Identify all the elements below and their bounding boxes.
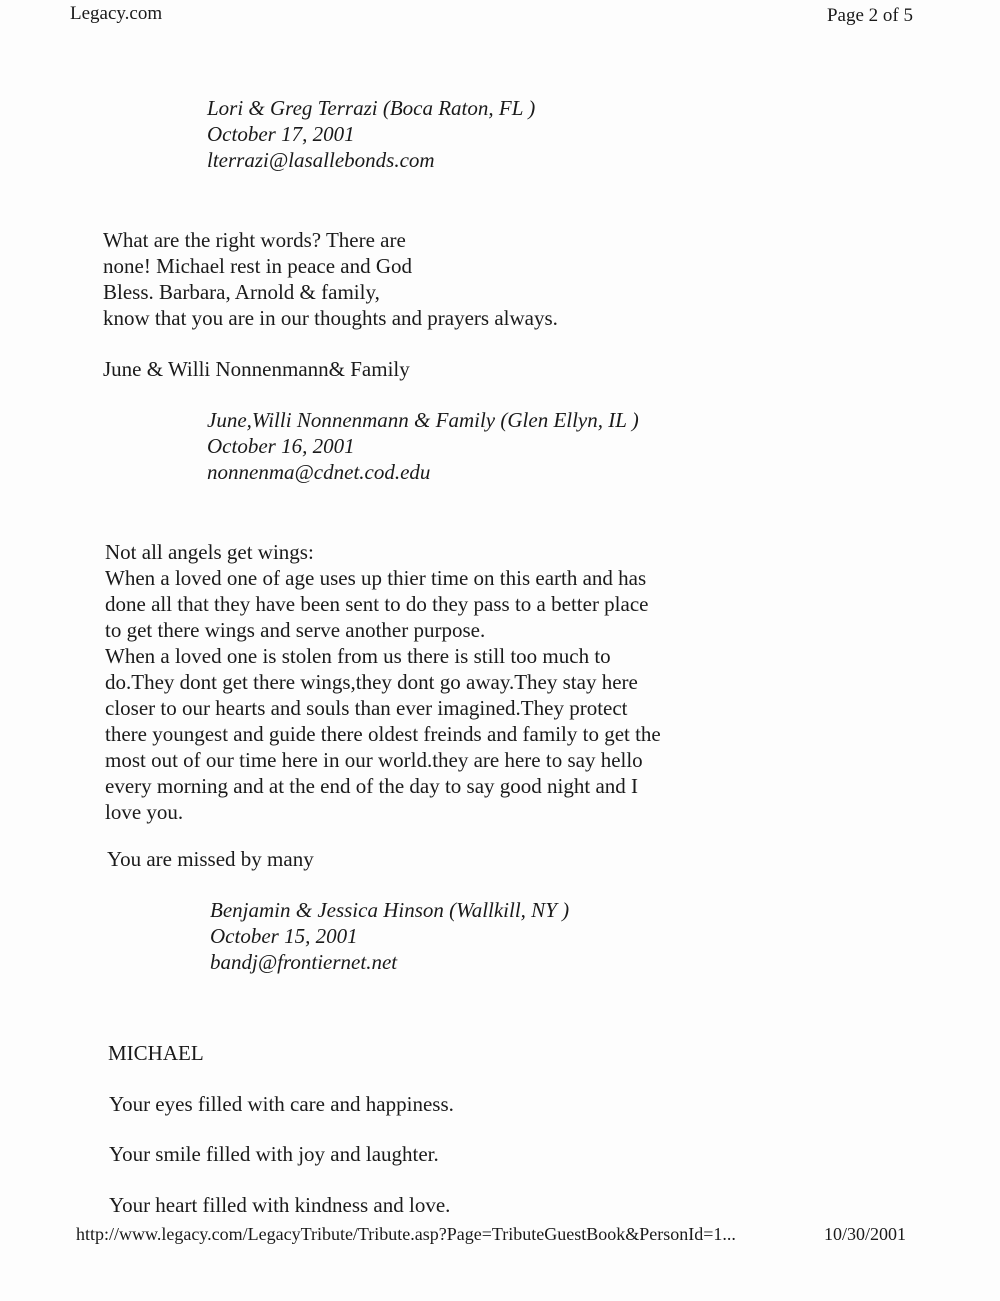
message-title: MICHAEL: [108, 1041, 204, 1065]
signature-name: Lori & Greg Terrazi (Boca Raton, FL ): [207, 96, 536, 120]
message-line: most out of our time here in our world.they are here to say hello: [105, 748, 643, 772]
message-line: Your heart filled with kindness and love.: [109, 1193, 451, 1217]
message-line: Your smile filled with joy and laughter.: [109, 1142, 439, 1166]
message-line: Bless. Barbara, Arnold & family,: [103, 280, 380, 304]
message-line: Your eyes filled with care and happiness.: [109, 1092, 454, 1116]
signature-email: lterrazi@lasallebonds.com: [207, 148, 435, 172]
message-line: done all that they have been sent to do they pass to a better place: [105, 592, 649, 616]
signature-date: October 17, 2001: [207, 122, 355, 146]
message-line: What are the right words? There are: [103, 228, 406, 252]
message-line: When a loved one is stolen from us there is still too much to: [105, 644, 611, 668]
site-name: Legacy.com: [70, 3, 163, 24]
page-indicator: Page 2 of 5: [826, 5, 913, 26]
guestbook-message: [105, 539, 661, 825]
signature-date: October 15, 2001: [210, 924, 358, 948]
signature-name: Benjamin & Jessica Hinson (Wallkill, NY ): [210, 898, 570, 922]
page-url: http://www.legacy.com/LegacyTribute/Tribute.asp?Page=TributeGuestBook&PersonId=1...: [76, 1224, 736, 1244]
message-line: do.They dont get there wings,they dont go away.They stay here: [105, 670, 638, 694]
signature-email: nonnenma@cdnet.cod.edu: [207, 460, 431, 484]
signature-block: [207, 95, 535, 173]
signature-date: October 16, 2001: [207, 434, 355, 458]
signature-block: [207, 407, 639, 485]
signature-name: June,Willi Nonnenmann & Family (Glen Ellyn, IL ): [207, 408, 639, 432]
message-line: none! Michael rest in peace and God: [103, 254, 413, 278]
message-line: love you.: [105, 800, 184, 824]
guestbook-message: [103, 227, 558, 331]
message-closing: June & Willi Nonnenmann& Family: [103, 357, 410, 381]
message-line: there youngest and guide there oldest freinds and family to get the: [105, 722, 661, 746]
print-date: 10/30/2001: [824, 1224, 907, 1244]
signature-block: [210, 897, 569, 975]
message-line: know that you are in our thoughts and prayers always.: [103, 306, 558, 330]
message-line: to get there wings and serve another purpose.: [105, 618, 486, 642]
message-line: closer to our hearts and souls than ever imagined.They protect: [105, 696, 628, 720]
signature-email: bandj@frontiernet.net: [210, 950, 398, 974]
message-line: every morning and at the end of the day to say good night and I: [105, 774, 639, 798]
message-line: Not all angels get wings:: [105, 540, 314, 564]
message-line: When a loved one of age uses up thier time on this earth and has: [105, 566, 647, 590]
message-closing: You are missed by many: [107, 847, 314, 871]
